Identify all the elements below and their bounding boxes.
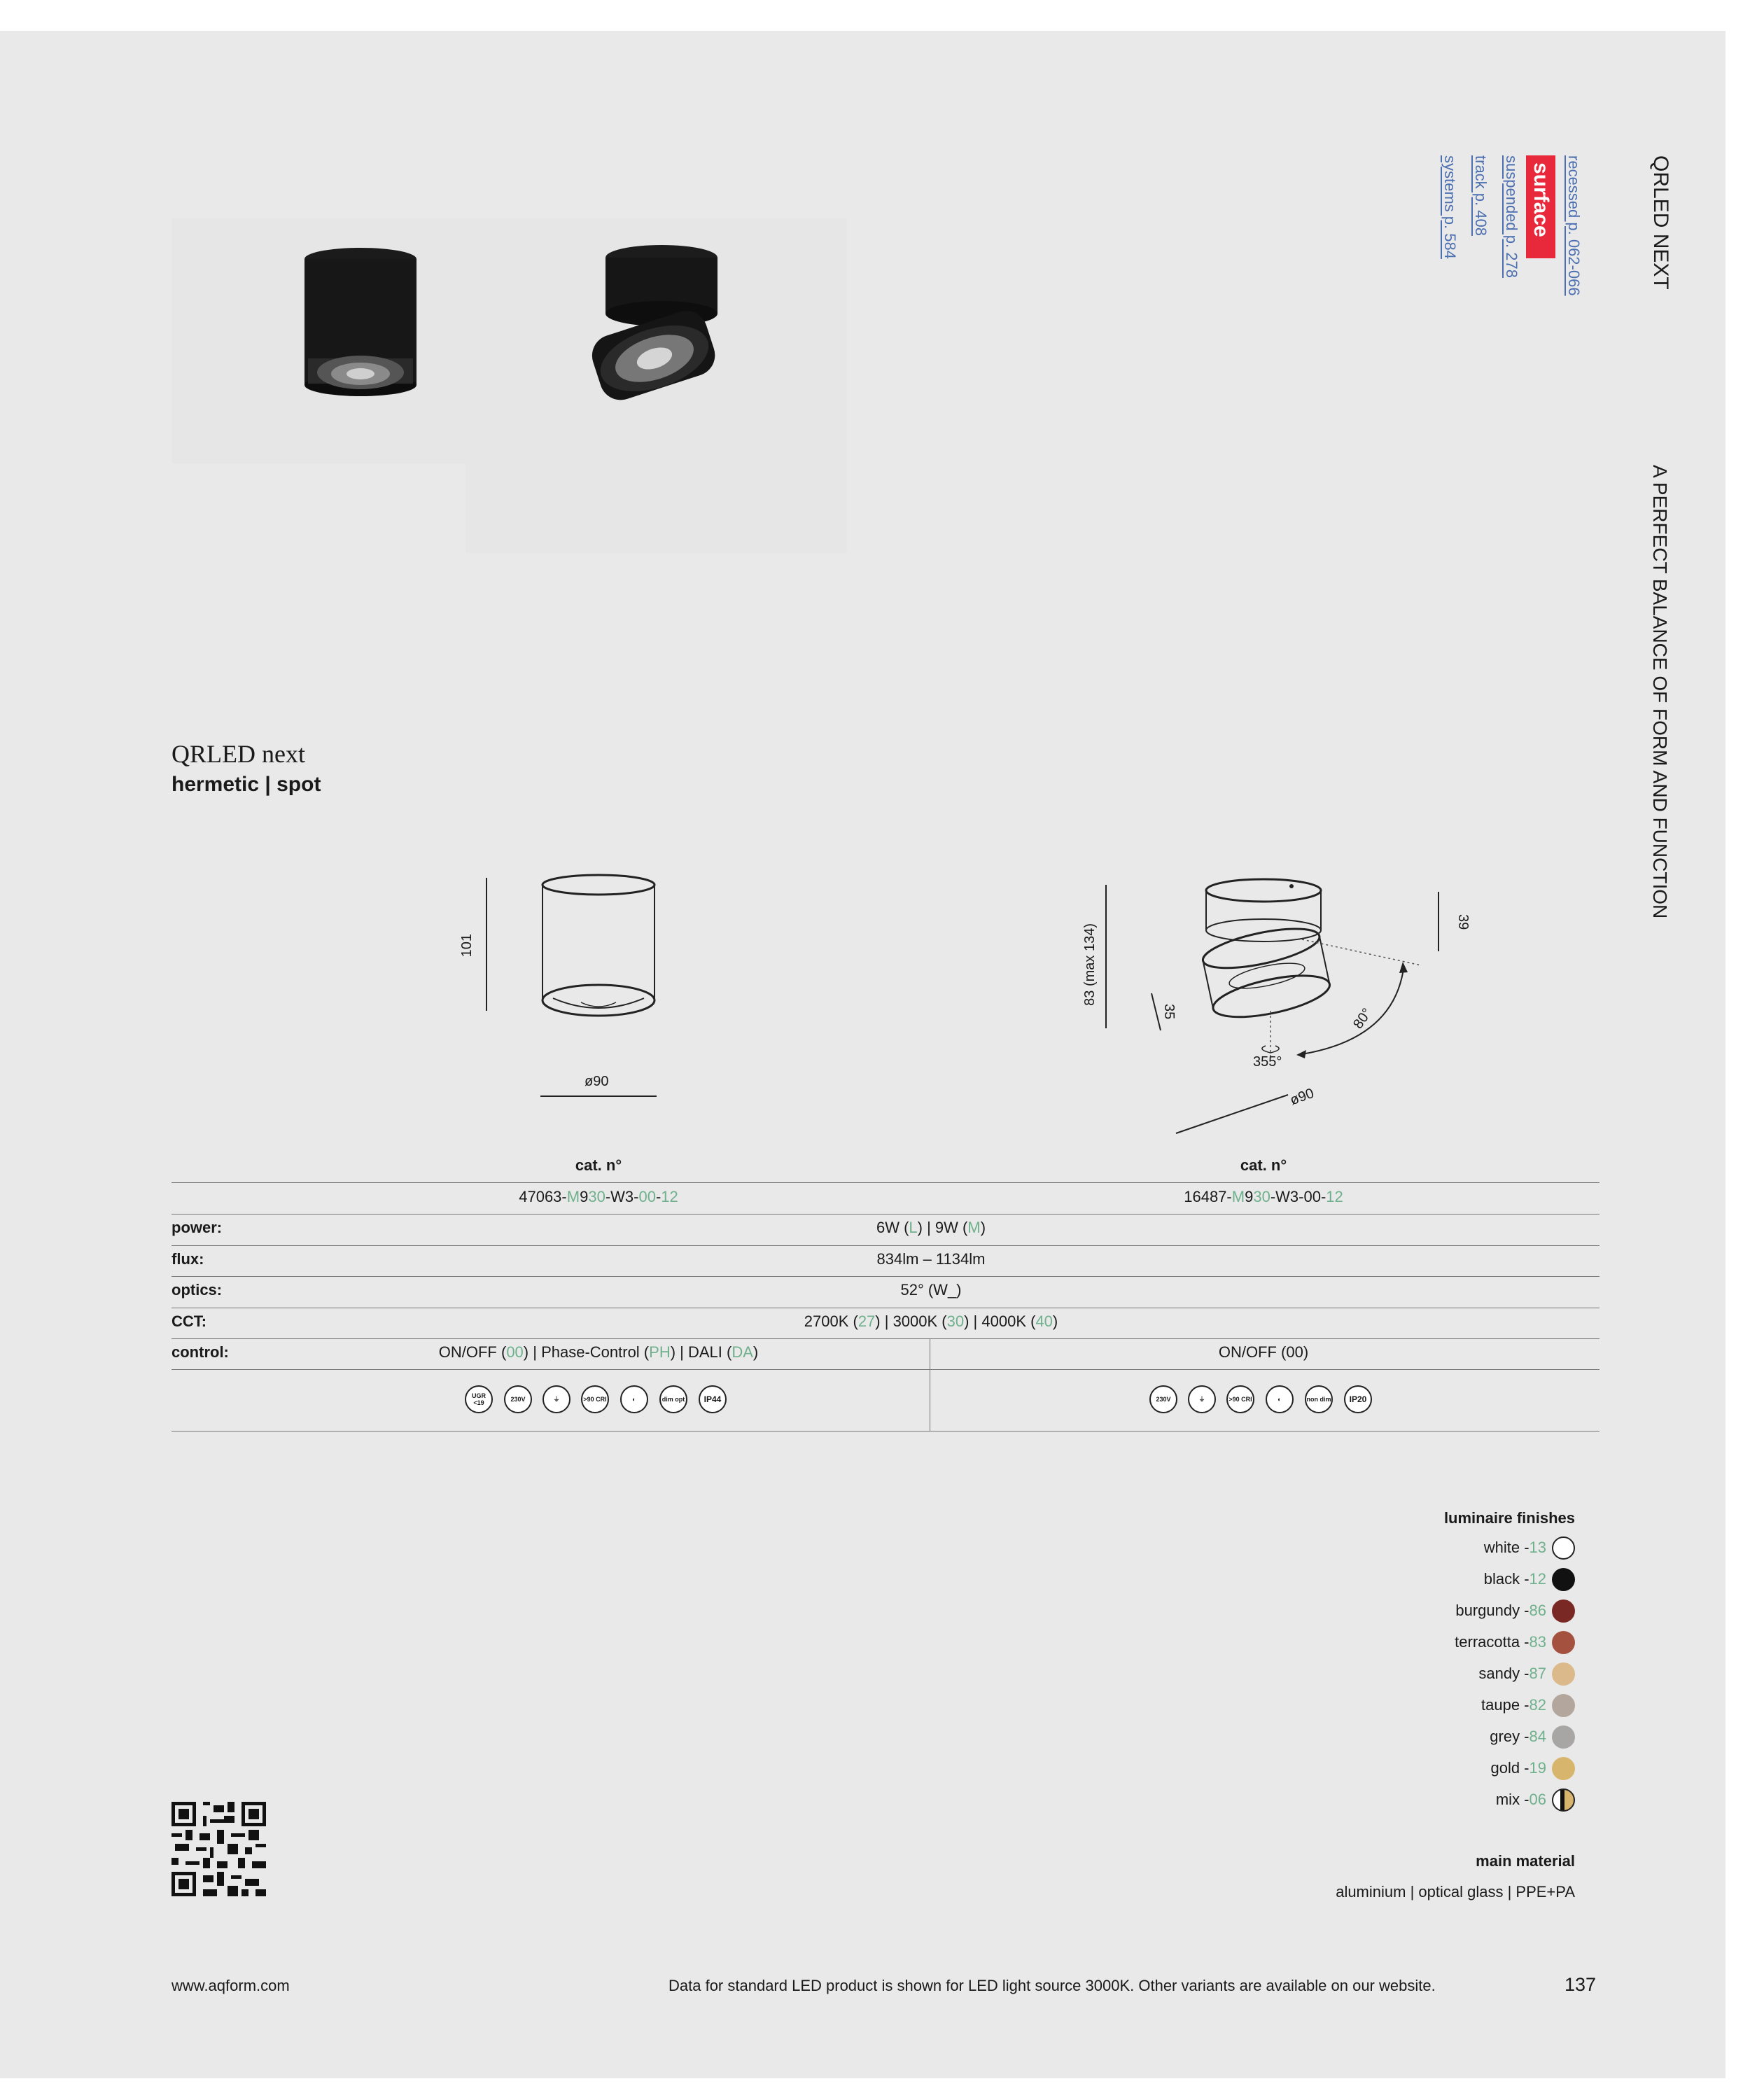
cri-icon: >90 CRI (581, 1385, 609, 1413)
dim-tilt: 80° (1350, 1005, 1376, 1032)
swatch-mix (1552, 1788, 1575, 1812)
footer-website[interactable]: www.aqform.com (172, 1977, 290, 1994)
dim-rotation: 355° (1253, 1054, 1282, 1070)
product-subtitle: hermetic | spot (172, 773, 321, 796)
finish-grey: grey - 84 (1490, 1725, 1575, 1749)
ip44-icon: IP44 (699, 1385, 727, 1413)
drawing-fixed (448, 836, 686, 1109)
swatch-terracotta (1552, 1631, 1575, 1654)
dim-height-right: 83 (max 134) (1082, 923, 1098, 1006)
control-value-right: ON/OFF (00) (1218, 1343, 1309, 1361)
power-label: power: (172, 1219, 223, 1236)
cct-value: 2700K (27) | 3000K (30) | 4000K (40) (804, 1312, 1058, 1330)
table-rule (172, 1276, 1600, 1277)
table-rule (172, 1369, 1600, 1370)
dim-39: 39 (1455, 914, 1471, 930)
dim-diameter-right: ø90 (1288, 1085, 1317, 1109)
product-photo-fixed (172, 218, 465, 463)
voltage-230v-icon: 230V (1149, 1385, 1177, 1413)
catalog-page (0, 31, 1726, 2078)
swatch-burgundy (1552, 1600, 1575, 1623)
product-name: QRLED next (172, 740, 305, 768)
finish-taupe: taupe - 82 (1481, 1693, 1575, 1717)
material-value: aluminium | optical glass | PPE+PA (1336, 1883, 1575, 1900)
non-dimmable-icon: non dim (1305, 1385, 1333, 1413)
control-value-left: ON/OFF (00) | Phase-Control (PH) | DALI (DA) (438, 1343, 759, 1361)
cri-icon: >90 CRI (1226, 1385, 1254, 1413)
power-value: 6W (L) | 9W (M) (876, 1219, 986, 1236)
finish-terracotta: terracotta - 83 (1455, 1630, 1575, 1654)
swatch-black (1552, 1568, 1575, 1591)
finish-sandy: sandy - 87 (1478, 1662, 1575, 1686)
qr-code[interactable] (172, 1802, 266, 1896)
swatch-taupe (1552, 1694, 1575, 1717)
dim-35: 35 (1161, 1004, 1177, 1020)
flux-value: 834lm – 1134lm (876, 1250, 986, 1268)
series-tagline: A PERFECT BALANCE OF FORM AND FUNCTION (1649, 465, 1671, 919)
finish-burgundy: burgundy - 86 (1455, 1599, 1575, 1623)
product-photo-adjustable (465, 218, 847, 553)
dim-diameter-left: ø90 (584, 1074, 609, 1089)
nav-active-surface: surface (1526, 155, 1555, 258)
cat-number-left: 47063-M930-W3-00-12 (519, 1188, 678, 1205)
swatch-sandy (1552, 1662, 1575, 1686)
finish-gold: gold - 19 (1490, 1756, 1575, 1780)
swatch-grey (1552, 1726, 1575, 1749)
table-rule (172, 1182, 1600, 1183)
nav-link-suspended[interactable]: suspended p. 278 (1503, 155, 1520, 278)
material-title: main material (1476, 1852, 1575, 1870)
voltage-230v-icon: 230V (504, 1385, 532, 1413)
table-rule (172, 1431, 1600, 1432)
nav-link-track[interactable]: track p. 408 (1472, 155, 1490, 236)
cat-number-right: 16487-M930-W3-00-12 (1184, 1188, 1343, 1205)
footer-note: Data for standard LED product is shown for LED light source 3000K. Other variants are available on our website. (668, 1977, 1436, 1994)
ugr-icon: UGR <19 (465, 1385, 493, 1413)
optics-value: 52° (W_) (900, 1281, 962, 1298)
ground-class-icon: ⏚ (542, 1385, 570, 1413)
rotatable-icon: ◐ (1266, 1385, 1294, 1413)
ground-class-icon: ⏚ (1188, 1385, 1216, 1413)
rotatable-icon: ◐ (620, 1385, 648, 1413)
ip20-icon: IP20 (1344, 1385, 1372, 1413)
flux-label: flux: (172, 1250, 204, 1268)
cat-header-left: cat. n° (575, 1156, 622, 1174)
finishes-title: luminaire finishes (1443, 1509, 1575, 1527)
swatch-gold (1552, 1757, 1575, 1780)
nav-link-recessed[interactable]: recessed p. 062-066 (1565, 155, 1583, 296)
cat-header-right: cat. n° (1240, 1156, 1287, 1174)
finish-white: white - 13 (1484, 1536, 1575, 1560)
swatch-white (1552, 1536, 1575, 1560)
finish-mix: mix - 06 (1496, 1788, 1575, 1812)
series-title: QRLED NEXT (1649, 155, 1672, 290)
table-rule (172, 1245, 1600, 1246)
finish-black: black - 12 (1484, 1567, 1575, 1591)
dimmable-option-icon: dim opt (659, 1385, 687, 1413)
dim-height-left: 101 (459, 934, 475, 958)
control-label: control: (172, 1343, 229, 1361)
page-number: 137 (1564, 1974, 1597, 1995)
drawing-adjustable (1092, 836, 1456, 1151)
optics-label: optics: (172, 1281, 223, 1298)
cct-label: CCT: (172, 1312, 207, 1330)
table-rule (172, 1338, 1600, 1339)
nav-link-systems[interactable]: systems p. 584 (1441, 155, 1459, 259)
